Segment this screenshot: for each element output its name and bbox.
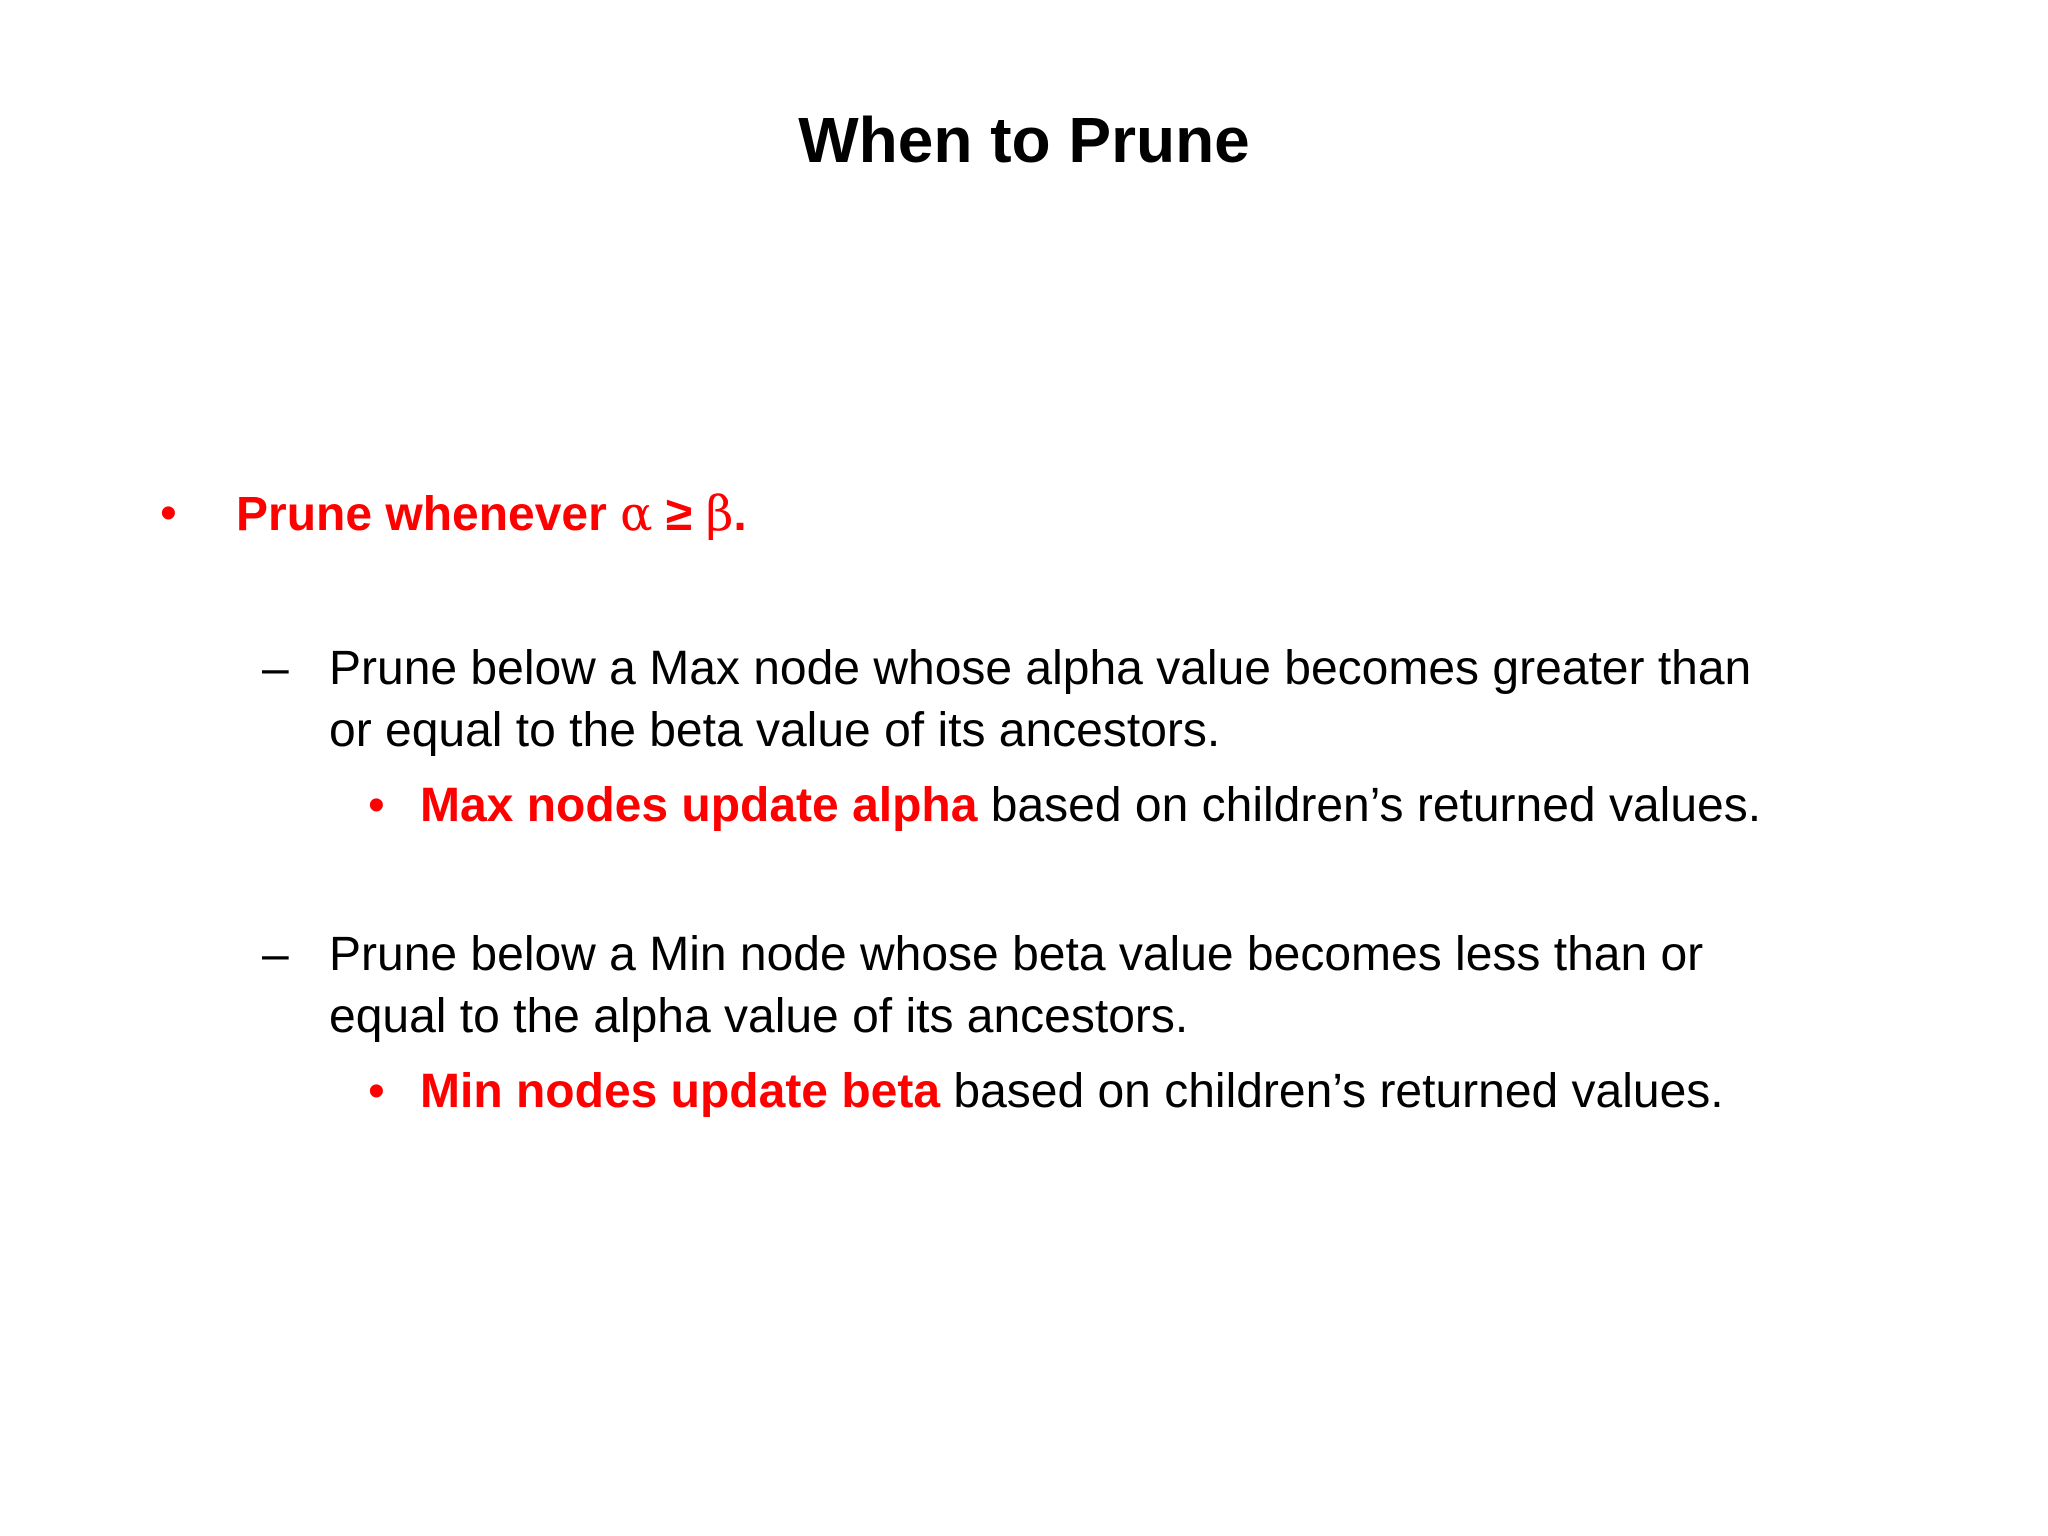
main-bullet-end: . bbox=[733, 488, 747, 541]
detail-emphasis: Min nodes update beta bbox=[420, 1065, 941, 1118]
sub-item-line: Prune below a Max node whose alpha value becomes greater than bbox=[329, 642, 1752, 695]
detail-text bbox=[420, 1062, 1724, 1122]
sub-item-line: or equal to the beta value of its ancestors. bbox=[329, 704, 1221, 757]
main-bullet-text bbox=[236, 484, 747, 545]
main-bullet-lead: Prune whenever bbox=[236, 488, 621, 541]
sub-item-text bbox=[329, 638, 1751, 762]
detail-emphasis: Max nodes update alpha bbox=[420, 779, 978, 832]
sub-item-line: Prune below a Min node whose beta value becomes less than or bbox=[329, 928, 1704, 981]
detail-rest: based on children’s returned values. bbox=[977, 779, 1762, 832]
bullet-marker: • bbox=[368, 1065, 385, 1118]
geq-symbol: ≥ bbox=[652, 488, 706, 541]
bullet-marker: • bbox=[368, 779, 385, 832]
beta-symbol: β bbox=[705, 486, 734, 542]
sub-item-line: equal to the alpha value of its ancestors. bbox=[329, 990, 1189, 1043]
detail-text bbox=[420, 776, 1761, 836]
dash-marker: – bbox=[262, 642, 289, 695]
alpha-symbol: α bbox=[620, 486, 653, 542]
sub-item-text bbox=[329, 924, 1703, 1048]
detail-rest: based on children’s returned values. bbox=[940, 1065, 1724, 1118]
bullet-marker: • bbox=[160, 487, 177, 540]
slide-title: When to Prune bbox=[798, 104, 1250, 176]
dash-marker: – bbox=[262, 928, 289, 981]
